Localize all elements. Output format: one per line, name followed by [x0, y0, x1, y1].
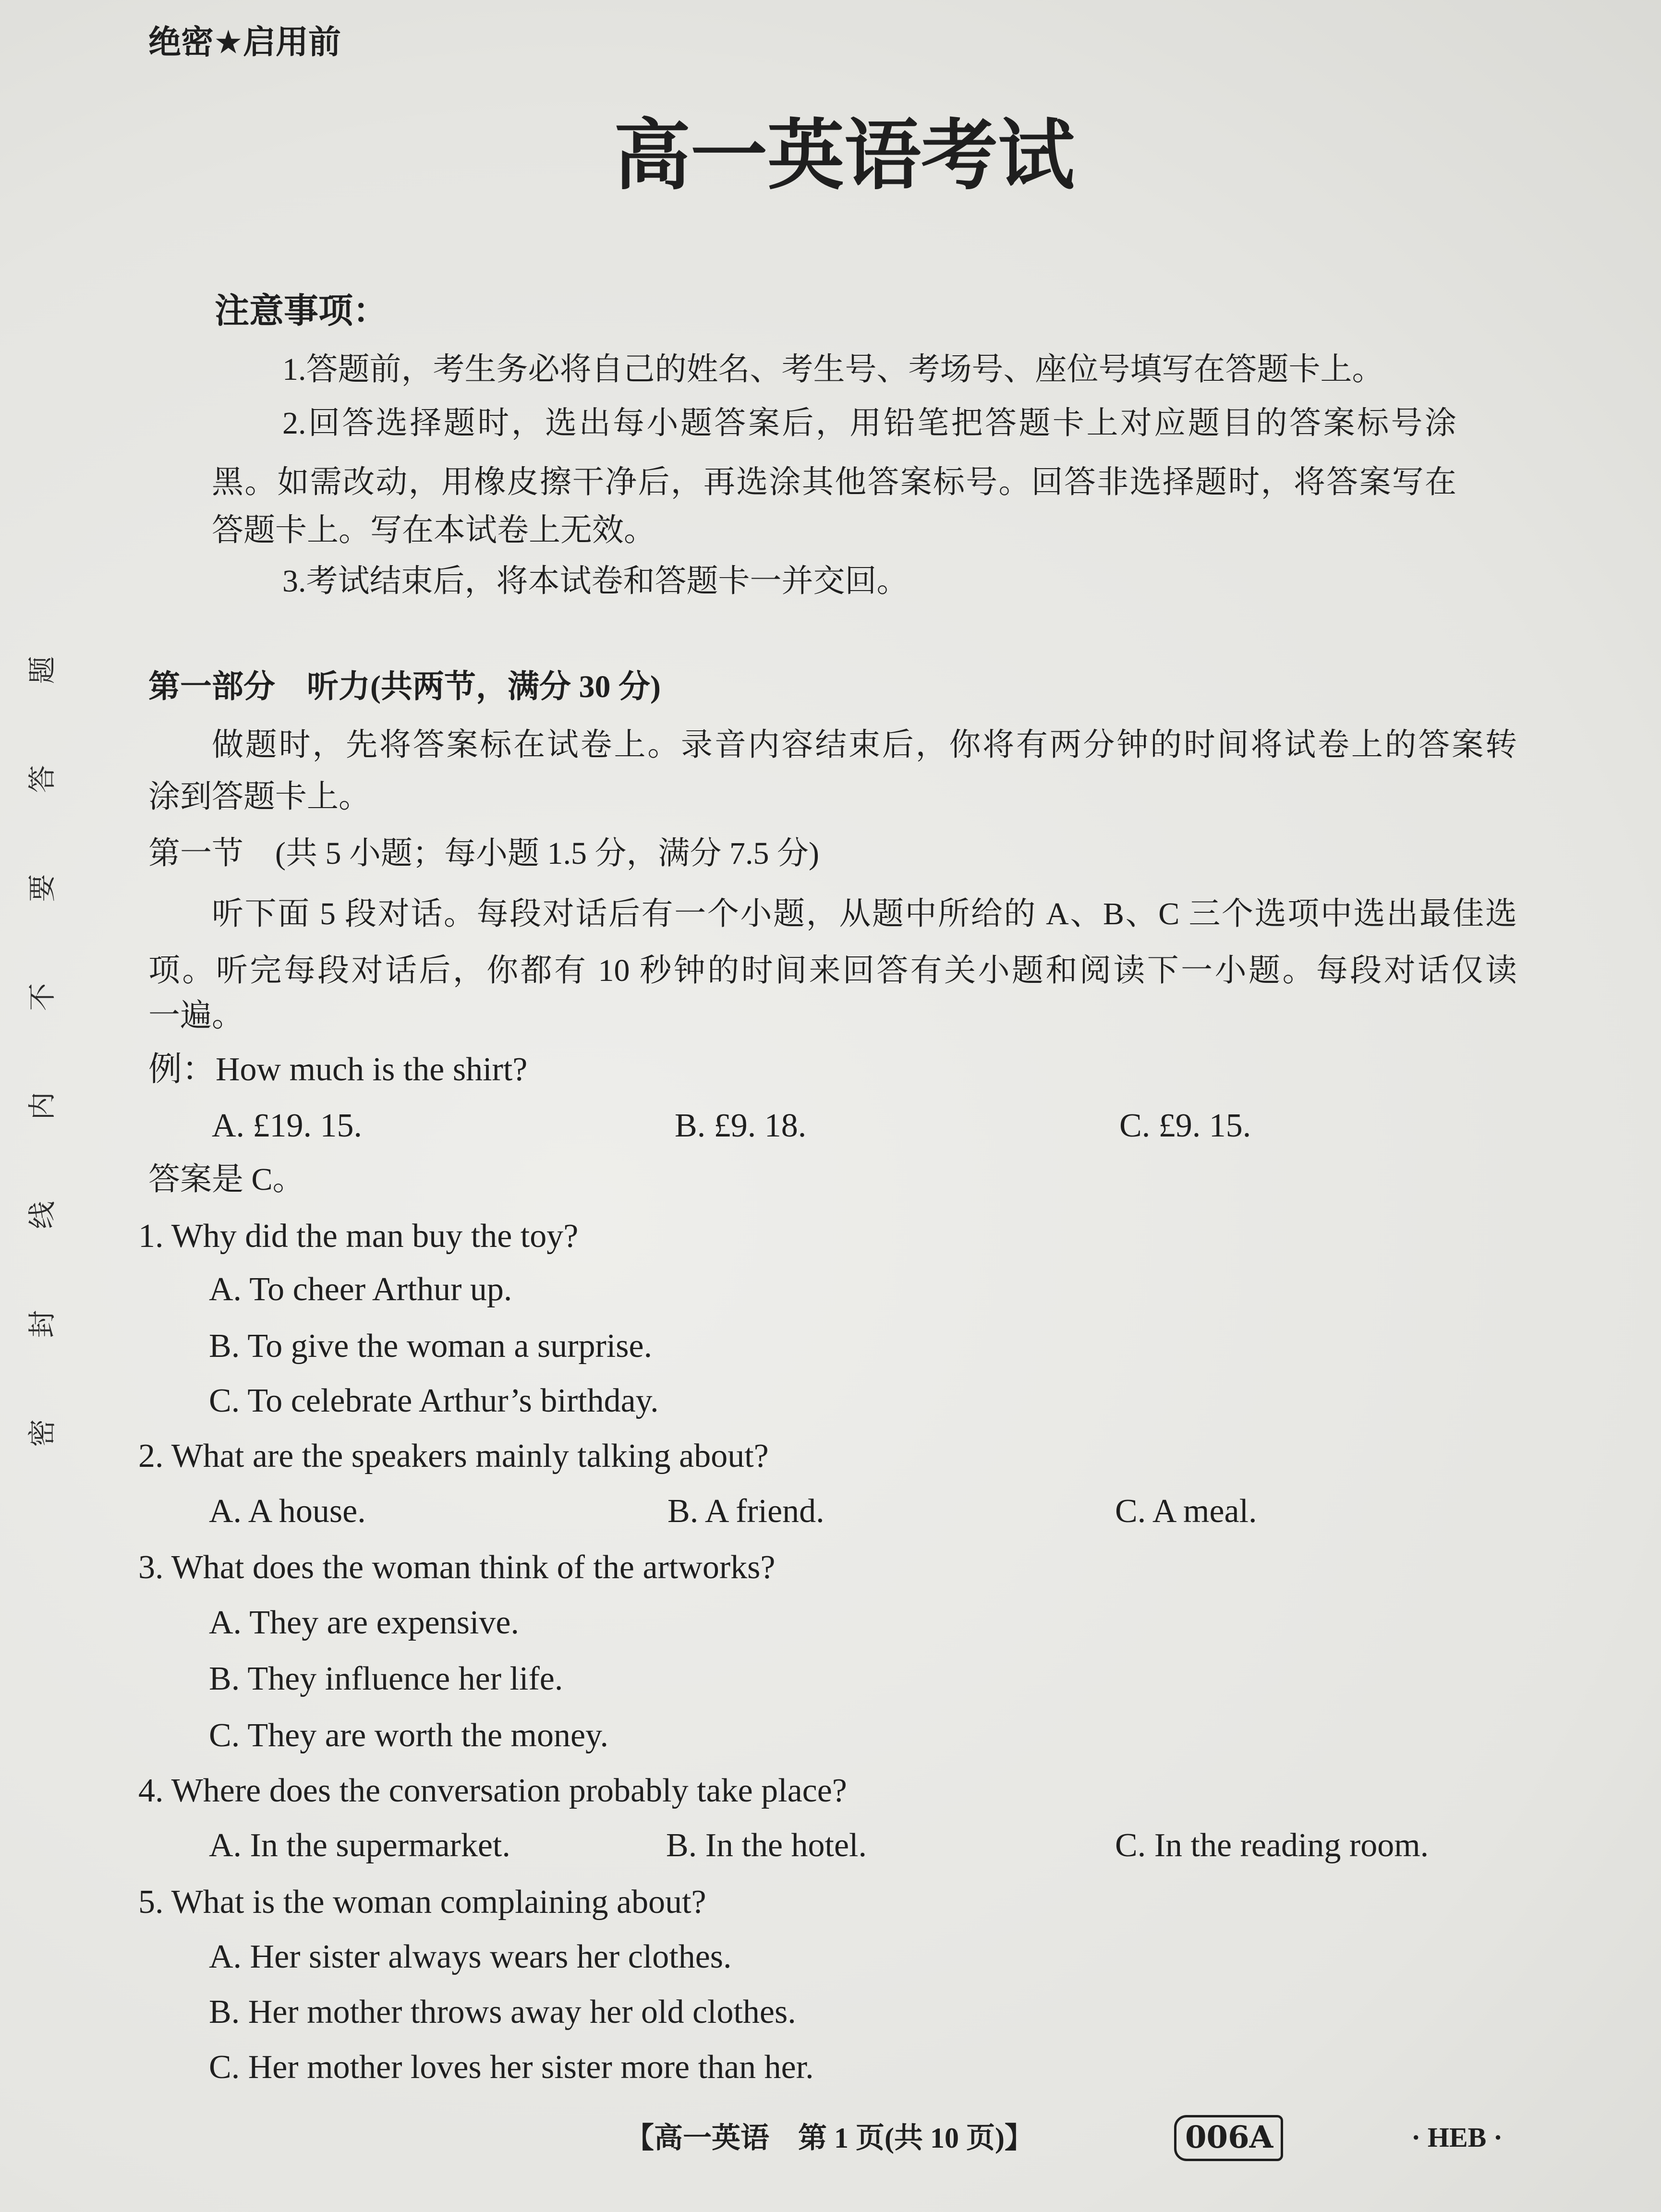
answer-option: A. To cheer Arthur up. — [209, 1271, 512, 1308]
part-heading: 第一部分 听力(共两节，满分 30 分) — [148, 669, 661, 704]
instruction-line: 做题时，先将答案标在试卷上。录音内容结束后，你将有两分钟的时间将试卷上的答案转 — [212, 727, 1517, 762]
question-prompt: 2. What are the speakers mainly talking about? — [138, 1438, 769, 1475]
edition-mark: · HEB · — [1411, 2122, 1503, 2153]
answer-option: B. In the hotel. — [666, 1827, 867, 1864]
example-option: A. £19. 15. — [212, 1107, 363, 1144]
confidential-label: 绝密★启用前 — [148, 24, 341, 61]
answer-option: A. In the supermarket. — [209, 1827, 510, 1864]
answer-option: C. A meal. — [1115, 1493, 1257, 1530]
answer-option: C. In the reading room. — [1115, 1827, 1429, 1864]
notice-line: 答题卡上。写在本试卷上无效。 — [212, 513, 655, 548]
example-question: 例：How much is the shirt? — [148, 1051, 528, 1088]
question-prompt: 1. Why did the man buy the toy? — [138, 1218, 579, 1255]
example-option: B. £9. 18. — [675, 1107, 807, 1144]
notice-line: 黑。如需改动，用橡皮擦干净后，再选涂其他答案标号。回答非选择题时，将答案写在 — [212, 465, 1456, 500]
answer-option: B. They influence her life. — [209, 1660, 563, 1697]
answer-option: A. A house. — [209, 1493, 366, 1530]
example-answer: 答案是 C。 — [148, 1162, 304, 1197]
instruction-line: 项。听完每段对话后，你都有 10 秒钟的时间来回答有关小题和阅读下一小题。每段对话仅读 — [148, 953, 1517, 988]
question-prompt: 4. Where does the conversation probably take place? — [138, 1772, 847, 1809]
answer-option: B. A friend. — [667, 1493, 824, 1530]
section-heading: 第一节 (共 5 小题；每小题 1.5 分，满分 7.5 分) — [148, 836, 819, 871]
instruction-line: 涂到答题卡上。 — [148, 779, 370, 814]
instruction-line: 一遍。 — [148, 998, 243, 1033]
notice-line: 1.答题前，考生务必将自己的姓名、考生号、考场号、座位号填写在答题卡上。 — [282, 352, 1384, 387]
notice-line: 3.考试结束后，将本试卷和答题卡一并交回。 — [282, 564, 909, 599]
question-prompt: 5. What is the woman complaining about? — [138, 1884, 706, 1921]
page-footer-info: 【高一英语 第 1 页(共 10 页)】 — [625, 2122, 1033, 2154]
exam-title: 高一英语考试 — [614, 110, 1075, 200]
answer-option: B. To give the woman a surprise. — [209, 1328, 653, 1365]
answer-option: C. To celebrate Arthur’s birthday. — [209, 1382, 659, 1419]
notice-heading: 注意事项： — [215, 290, 388, 331]
paper-code-box: 006A — [1174, 2115, 1283, 2161]
answer-option: A. They are expensive. — [209, 1604, 519, 1641]
instruction-line: 听下面 5 段对话。每段对话后有一个小题，从题中所给的 A、B、C 三个选项中选出最佳选 — [212, 896, 1517, 931]
notice-line: 2.回答选择题时，选出每小题答案后，用铅笔把答题卡上对应题目的答案标号涂 — [282, 406, 1456, 441]
answer-option: A. Her sister always wears her clothes. — [209, 1938, 732, 1975]
answer-option: C. Her mother loves her sister more than her. — [209, 2049, 814, 2086]
answer-option: B. Her mother throws away her old clothes. — [209, 1994, 796, 2031]
binding-line-note: 密封线内不要答题 — [25, 575, 59, 1447]
question-prompt: 3. What does the woman think of the artworks? — [138, 1549, 776, 1586]
answer-option: C. They are worth the money. — [209, 1717, 609, 1754]
example-option: C. £9. 15. — [1119, 1107, 1251, 1144]
